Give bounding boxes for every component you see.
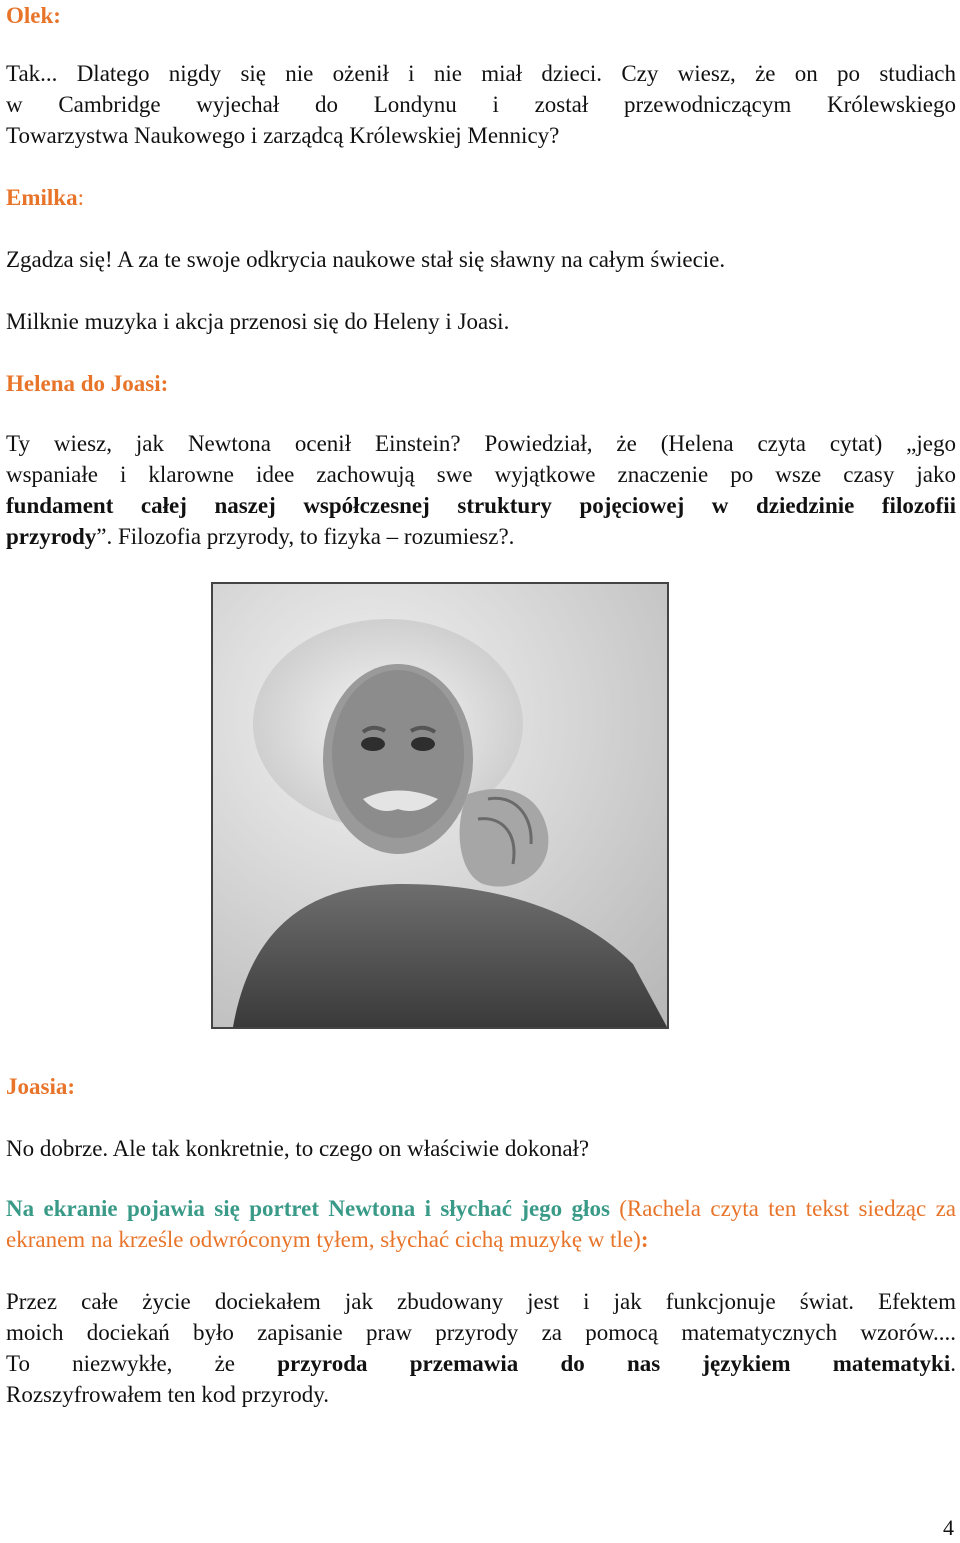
text-line [6,1348,956,1379]
stage-direction-newton [6,1193,956,1255]
portrait-photo [211,582,669,1029]
text-line: moich dociekań było zapisanie praw przyrody za pomocą matematycznych wzorów.... [6,1320,956,1345]
text-line: Tak... Dlatego nigdy się nie ożenił i nie miał dzieci. Czy wiesz, że on po studiach [6,61,956,86]
paragraph-olek [6,58,956,151]
speaker-name: Emilka [6,185,78,210]
text-line-bold: fundament całej naszej współczesnej struktury pojęciowej w dziedzinie filozofii [6,493,956,518]
text-line [6,521,956,552]
paragraph-emilka: Zgadza się! A za te swoje odkrycia naukowe stał się sławny na całym świecie. [6,247,726,272]
speaker-joasia: Joasia: [6,1074,75,1099]
bold-phrase: przyroda przemawia do nas językiem matematyki [277,1351,951,1376]
text-part: To niezwykłe, że [6,1351,278,1376]
text-line: Przez całe życie dociekałem jak zbudowany jest i jak funkcjonuje świat. Efektem [6,1289,956,1314]
stage-direction-colon: : [640,1227,649,1252]
paragraph-newton [6,1286,956,1410]
portrait-illustration [213,584,667,1027]
paragraph-joasia: No dobrze. Ale tak konkretnie, to czego on właściwie dokonał? [6,1136,590,1161]
speaker-helena: Helena do Joasi: [6,371,169,396]
text-rest: ”. Filozofia przyrody, to fizyka – rozumiesz?. [96,524,515,549]
stage-direction: Milknie muzyka i akcja przenosi się do Heleny i Joasi. [6,309,510,334]
text-line: Towarzystwa Naukowego i zarządcą Królewskiej Mennicy? [6,123,560,148]
speaker-colon: : [77,185,84,210]
text-line: w Cambridge wyjechał do Londynu i został przewodniczącym Królewskiego [6,92,956,117]
text-line: wspaniałe i klarowne idee zachowują swe wyjątkowe znaczenie po wsze czasy jako [6,462,956,487]
paragraph-helena [6,428,956,552]
text-line: Rozszyfrowałem ten kod przyrody. [6,1382,329,1407]
stage-direction-teal: Na ekranie pojawia się portret Newtona i słychać jego głos [6,1196,610,1221]
bold-word: przyrody [6,524,97,549]
speaker-emilka [6,182,956,213]
text-line: Ty wiesz, jak Newtona ocenił Einstein? Powiedział, że (Helena czyta cytat) „jego [6,431,956,456]
text-part: . [950,1351,956,1376]
speaker-olek: Olek: [6,3,61,28]
page-number: 4 [943,1515,954,1540]
stage-direction-orange: (Rachela czyta ten tekst siedząc za ekranem na krześle odwróconym tyłem, słychać cichą muzykę w tle) [6,1196,957,1252]
